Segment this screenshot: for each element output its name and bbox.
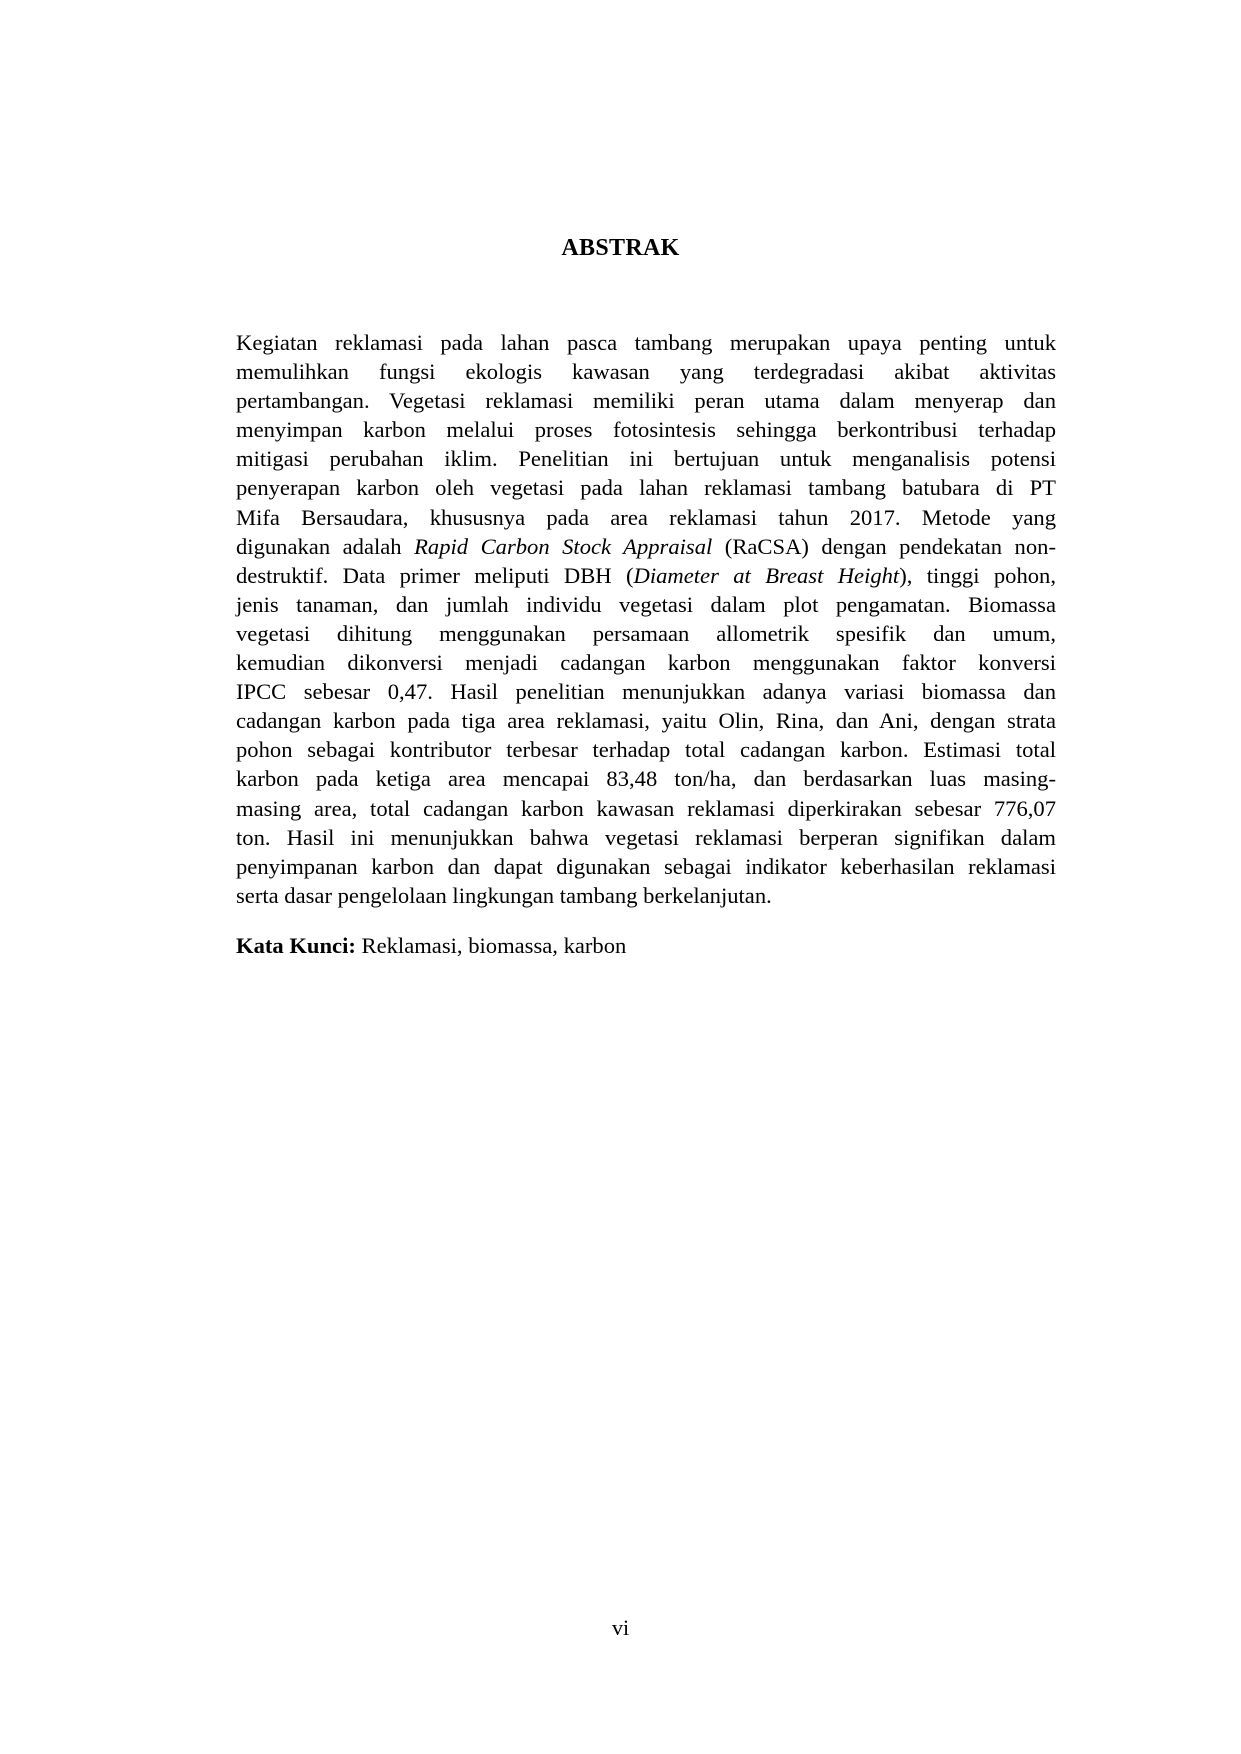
text-run: ton. Hasil ini menunjukkan bahwa vegetasi reklamasi berperan signifikan dalam [236,824,1056,850]
text-run: mitigasi perubahan iklim. Penelitian ini bertujuan untuk menganalisis potensi [236,446,1056,472]
keywords-value: Reklamasi, biomassa, karbon [355,933,627,958]
abstract-line [236,444,1056,473]
text-run: jenis tanaman, dan jumlah individu vegetasi dalam plot pengamatan. Biomassa [236,591,1056,617]
abstract-line [236,415,1056,444]
text-run: pohon sebagai kontributor terbesar terhadap total cadangan karbon. Estimasi total [236,737,1056,763]
text-run: penyerapan karbon oleh vegetasi pada lahan reklamasi tambang batubara di PT [236,475,1056,501]
keywords [236,933,626,959]
abstract-line [236,881,1056,910]
text-run: menyimpan karbon melalui proses fotosintesis sehingga berkontribusi terhadap [236,417,1056,443]
abstract-line [236,386,1056,415]
text-run: digunakan adalah [236,533,415,559]
text-run: IPCC sebesar 0,47. Hasil penelitian menunjukkan adanya variasi biomassa dan [236,679,1056,705]
abstract-line [236,503,1056,532]
abstract-line [236,590,1056,619]
italic-term: Diameter at Breast Height [633,562,900,588]
abstract-line [236,823,1056,852]
abstract-body [236,328,1056,910]
text-run: Kegiatan reklamasi pada lahan pasca tambang merupakan upaya penting untuk [236,330,1056,355]
text-run: masing area, total cadangan karbon kawasan reklamasi diperkirakan sebesar 776,07 [236,795,1056,821]
abstract-line [236,706,1056,735]
text-run: penyimpanan karbon dan dapat digunakan sebagai indikator keberhasilan reklamasi [236,853,1056,879]
text-run: vegetasi dihitung menggunakan persamaan allometrik spesifik dan umum, [236,620,1056,646]
text-run: cadangan karbon pada tiga area reklamasi, yaitu Olin, Rina, dan Ani, dengan strata [236,708,1056,734]
text-run: Mifa Bersaudara, khususnya pada area reklamasi tahun 2017. Metode yang [236,504,1056,530]
page-number: vi [611,1615,630,1640]
abstract-line [236,328,1056,357]
keywords-label: Kata Kunci: [236,933,356,958]
abstract-line [236,677,1056,706]
text-run: destruktif. Data primer meliputi DBH ( [236,562,634,588]
text-run: karbon pada ketiga area mencapai 83,48 ton/ha, dan berdasarkan luas masing- [236,766,1056,792]
text-run: memulihkan fungsi ekologis kawasan yang terdegradasi akibat aktivitas [236,359,1056,385]
abstract-line [236,794,1056,823]
abstract-line [236,532,1056,561]
text-run: ), tinggi pohon, [899,562,1056,588]
page-title: ABSTRAK [561,235,680,261]
text-run: pertambangan. Vegetasi reklamasi memiliki peran utama dalam menyerap dan [236,388,1056,414]
italic-term: Rapid Carbon Stock Appraisal [414,533,713,559]
abstract-line [236,852,1056,881]
text-run: kemudian dikonversi menjadi cadangan karbon menggunakan faktor konversi [236,650,1056,676]
abstract-line [236,473,1056,502]
abstract-line [236,357,1056,386]
abstract-line [236,561,1056,590]
text-run: serta dasar pengelolaan lingkungan tambang berkelanjutan. [236,882,772,908]
abstract-line [236,735,1056,764]
abstract-line [236,619,1056,648]
text-run: (RaCSA) dengan pendekatan non- [712,533,1056,559]
abstract-line [236,648,1056,677]
abstract-line [236,764,1056,793]
